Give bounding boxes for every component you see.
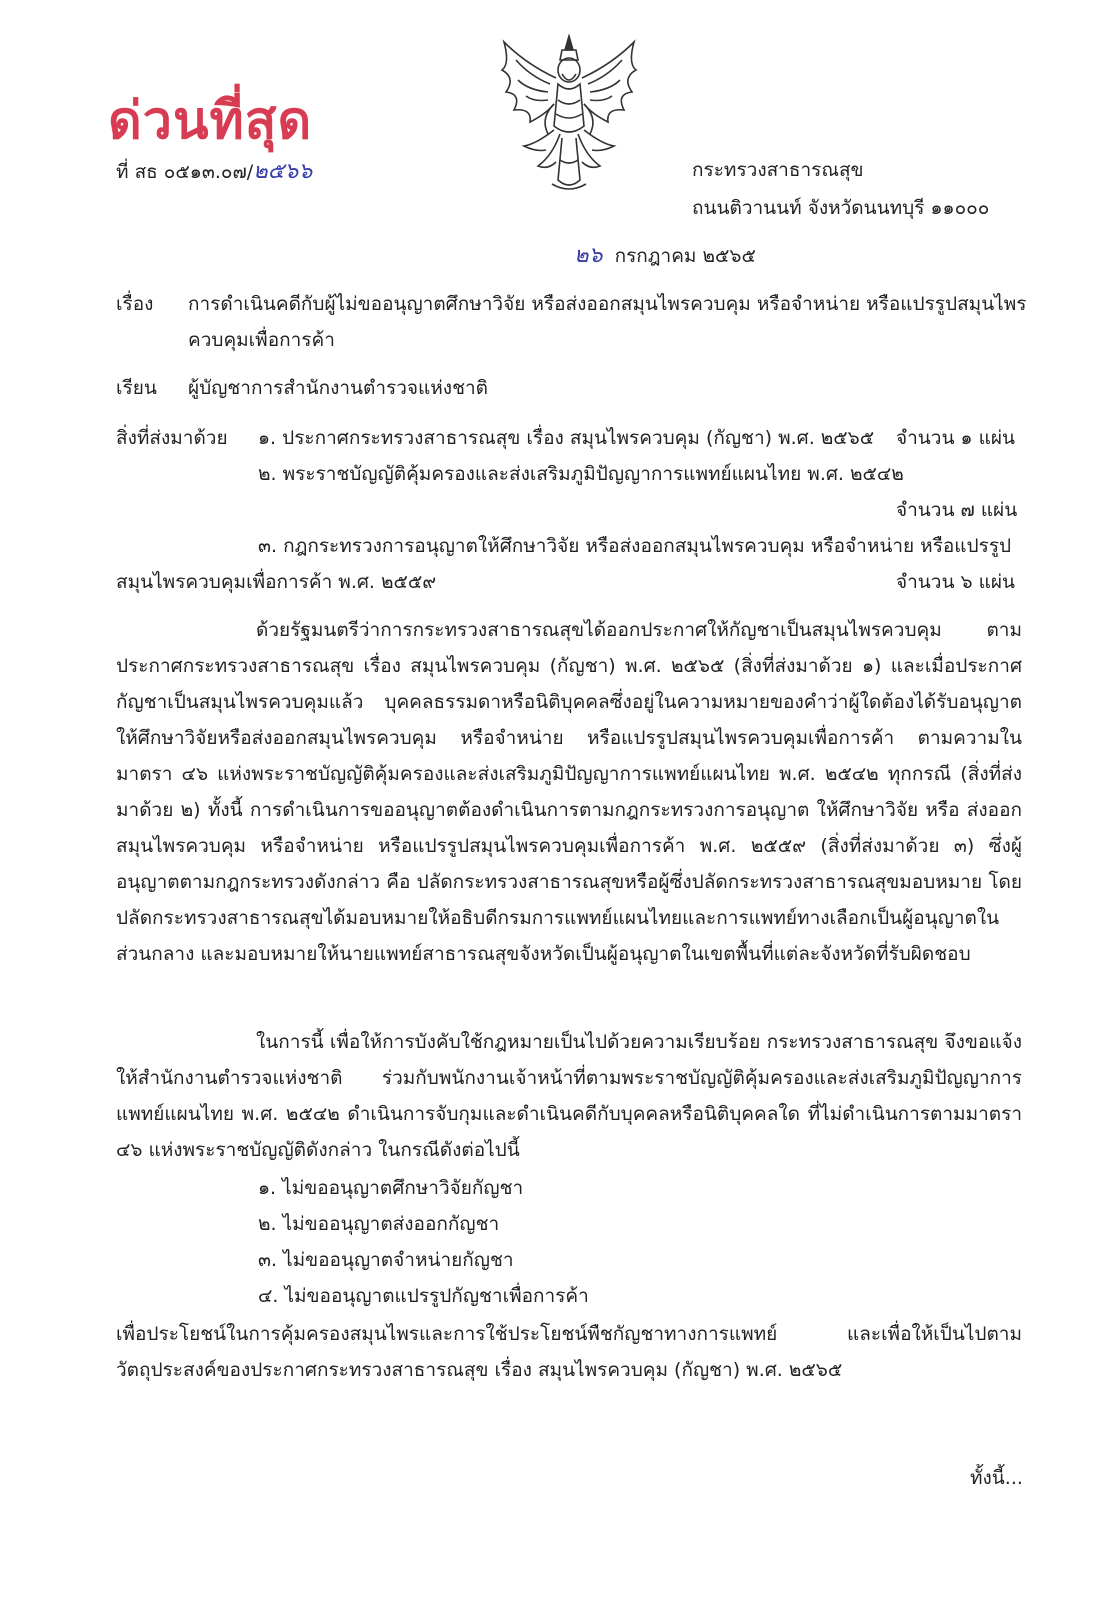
date-month-year: กรกฎาคม ๒๕๖๕ [614,245,756,267]
date-day: ๒๖ [574,243,603,268]
body-paragraph-2: ในการนี้ เพื่อให้การบังคับใช้กฎหมายเป็นไปด้วยความเรียบร้อย กระทรวงสาธารณสุข จึงขอแจ้งให้สำนักงานตำรวจแห่งชาติ ร่วมกับพนักงานเจ้าหน้าที่ตามพระราชบัญญัติคุ้มครองและส่งเสริมภูมิปัญญาการแพทย์แผนไทย พ.ศ. ๒๕๔๒ ดำเนินการจับกุมและดำเนินคดีกับบุคคลหรือนิติบุคคลใด ที่ไม่ดำเนินการตามมาตรา ๔๖ แห่งพระราชบัญญัติดังกล่าว ในกรณีดังต่อไปนี้ [116,1031,1022,1161]
org-name: กระทรวงสาธารณสุข [692,159,864,181]
continuation-marker: ทั้งนี้... [970,1467,1023,1489]
enclosure-item-3-line-1: ๓. กฎกระทรวงการอนุญาตให้ศึกษาวิจัย หรือส่งออกสมุนไพรควบคุม หรือจำหน่าย หรือแปรรูป [258,535,1012,557]
subject-line-2: ควบคุมเพื่อการค้า [188,329,335,351]
subject-line-1: การดำเนินคดีกับผู้ไม่ขออนุญาตศึกษาวิจัย หรือส่งออกสมุนไพรควบคุม หรือจำหน่าย หรือแปรรูปสมุนไพร [188,293,1027,315]
enclosure-item-1-count: จำนวน ๑ แผ่น [896,427,1015,449]
body-paragraph-1: ด้วยรัฐมนตรีว่าการกระทรวงสาธารณสุขได้ออกประกาศให้กัญชาเป็นสมุนไพรควบคุม ตามประกาศกระทรวงสาธารณสุข เรื่อง สมุนไพรควบคุม (กัญชา) พ.ศ. ๒๕๖๕ (สิ่งที่ส่งมาด้วย ๑) และเมื่อประกาศกัญชาเป็นสมุนไพรควบคุมแล้ว บุคคลธรรมดาหรือนิติบุคคลซึ่งอยู่ในความหมายของคำว่าผู้ใดต้องได้รับอนุญาตให้ศึกษาวิจัยหรือส่งออกสมุนไพรควบคุม หรือจำหน่าย หรือแปรรูปสมุนไพรควบคุมเพื่อการค้า ตามความในมาตรา ๔๖ แห่งพระราชบัญญัติคุ้มครองและส่งเสริมภูมิปัญญาการแพทย์แผนไทย พ.ศ. ๒๕๔๒ ทุกกรณี (สิ่งที่ส่งมาด้วย ๒) ทั้งนี้ การดำเนินการขออนุญาตต้องดำเนินการตามกฎกระทรวงการอนุญาต ให้ศึกษาวิจัย หรือ ส่งออกสมุนไพรควบคุม หรือจำหน่าย หรือแปรรูปสมุนไพรควบคุมเพื่อการค้า พ.ศ. ๒๕๕๙ (สิ่งที่ส่งมาด้วย ๓) ซึ่งผู้อนุญาตตามกฎกระทรวงดังกล่าว คือ ปลัดกระทรวงสาธารณสุขหรือผู้ซึ่งปลัดกระทรวงสาธารณสุขมอบหมาย โดยปลัดกระทรวงสาธารณสุขได้มอบหมายให้อธิบดีกรมการแพทย์แผนไทยและการแพทย์ทางเลือกเป็นผู้อนุญาตในส่วนกลาง และมอบหมายให้นายแพทย์สาธารณสุขจังหวัดเป็นผู้อนุญาตในเขตพื้นที่แต่ละจังหวัดที่รับผิดชอบ [116,619,1022,965]
document-number [116,160,312,184]
case-item-1: ๑. ไม่ขออนุญาตศึกษาวิจัยกัญชา [258,1177,524,1199]
document-number-handwritten: ๒๕๖๖ [253,159,313,184]
org-address: ถนนติวานนท์ จังหวัดนนทบุรี ๑๑๐๐๐ [692,197,990,219]
urgency-stamp: ด่วนที่สุด [108,90,313,151]
enclosure-item-1: ๑. ประกาศกระทรวงสาธารณสุข เรื่อง สมุนไพรควบคุม (กัญชา) พ.ศ. ๒๕๖๕ [258,427,875,449]
case-item-4: ๔. ไม่ขออนุญาตแปรรูปกัญชาเพื่อการค้า [258,1285,589,1307]
subject-label: เรื่อง [116,293,154,315]
enclosure-item-2-count: จำนวน ๗ แผ่น [896,499,1018,521]
addressee-label: เรียน [116,377,157,399]
case-item-3: ๓. ไม่ขออนุญาตจำหน่ายกัญชา [258,1249,514,1271]
enclosure-item-3-line-2: สมุนไพรควบคุมเพื่อการค้า พ.ศ. ๒๕๕๙ [116,571,437,593]
enclosure-item-3-count: จำนวน ๖ แผ่น [896,571,1015,593]
case-item-2: ๒. ไม่ขออนุญาตส่งออกกัญชา [258,1213,500,1235]
document-number-printed: ที่ สธ ๐๕๑๓.๐๗/ [116,161,254,183]
enclosures-label: สิ่งที่ส่งมาด้วย [116,427,228,449]
letter-date [574,244,756,268]
body-paragraph-3: เพื่อประโยชน์ในการคุ้มครองสมุนไพรและการใช้ประโยชน์พืชกัญชาทางการแพทย์ และเพื่อให้เป็นไปตาม วัตถุประสงค์ของประกาศกระทรวงสาธารณสุข เรื่อง สมุนไพรควบคุม (กัญชา) พ.ศ. ๒๕๖๕ [116,1323,1022,1381]
garuda-crest-icon [496,34,642,194]
enclosure-item-2: ๒. พระราชบัญญัติคุ้มครองและส่งเสริมภูมิปัญญาการแพทย์แผนไทย พ.ศ. ๒๕๔๒ [258,463,904,485]
addressee-value: ผู้บัญชาการสำนักงานตำรวจแห่งชาติ [188,377,488,399]
